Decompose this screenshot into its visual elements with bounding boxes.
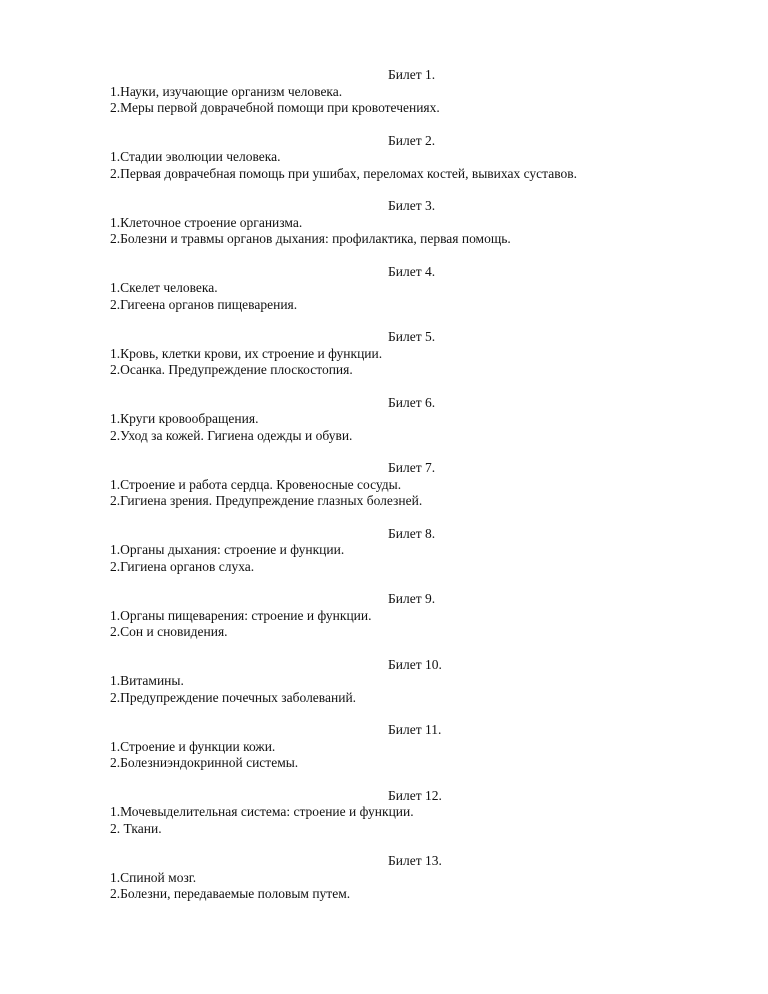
ticket-title: Билет 6. <box>388 394 436 410</box>
ticket-6 <box>110 395 710 445</box>
question-1: 1.Строение и функции кожи. <box>110 738 276 754</box>
question-2: 2.Меры первой доврачебной помощи при кровотечениях. <box>110 100 440 115</box>
question-2: 2.Болезниэндокринной системы. <box>110 755 299 770</box>
ticket-4 <box>110 264 710 314</box>
question-2: 2.Болезни и травмы органов дыхания: профилактика, первая помощь. <box>110 231 511 246</box>
question-2: 2.Сон и сновидения. <box>110 624 228 639</box>
question-1: 1.Скелет человека. <box>110 280 218 295</box>
question-2: 2.Гигиена органов слуха. <box>110 558 255 574</box>
question-1: 1.Спиной мозг. <box>110 869 197 885</box>
ticket-2 <box>110 133 710 183</box>
question-1: 1.Науки, изучающие организм человека. <box>110 83 343 99</box>
question-1: 1.Клеточное строение организма. <box>110 214 303 230</box>
question-1: 1.Кровь, клетки крови, их строение и функции. <box>110 345 383 361</box>
ticket-3 <box>110 198 710 248</box>
question-1: 1.Органы дыхания: строение и функции. <box>110 542 345 557</box>
ticket-title: Билет 9. <box>388 591 436 606</box>
question-2: 2.Первая доврачебная помощь при ушибах, переломах костей, вывихах суставов. <box>110 165 577 181</box>
ticket-title: Билет 13. <box>388 853 442 868</box>
ticket-title: Билет 8. <box>388 525 436 541</box>
ticket-title: Билет 7. <box>388 460 436 475</box>
ticket-7 <box>110 460 710 510</box>
ticket-9 <box>110 591 710 641</box>
question-1: 1.Круги кровообращения. <box>110 411 259 426</box>
question-1: 1.Стадии эволюции человека. <box>110 149 281 164</box>
ticket-11 <box>110 722 710 772</box>
ticket-10 <box>110 657 710 707</box>
ticket-title: Билет 12. <box>388 787 442 803</box>
ticket-5 <box>110 329 710 379</box>
question-2: 2.Гигеена органов пищеварения. <box>110 296 298 312</box>
ticket-13 <box>110 853 710 903</box>
question-2: 2.Осанка. Предупреждение плоскостопия. <box>110 362 353 377</box>
question-2: 2.Болезни, передаваемые половым путем. <box>110 886 351 901</box>
ticket-title: Билет 1. <box>388 67 436 82</box>
question-1: 1.Органы пищеварения: строение и функции. <box>110 607 372 623</box>
ticket-title: Билет 11. <box>388 722 442 737</box>
ticket-title: Билет 2. <box>388 132 436 148</box>
ticket-12 <box>110 788 710 838</box>
question-1: 1.Строение и работа сердца. Кровеносные сосуды. <box>110 476 402 492</box>
question-2: 2.Уход за кожей. Гигиена одежды и обуви. <box>110 427 353 443</box>
question-1: 1.Мочевыделительная система: строение и функции. <box>110 804 414 819</box>
question-2: 2. Ткани. <box>110 820 162 836</box>
ticket-8 <box>110 526 710 576</box>
question-2: 2.Предупреждение почечных заболеваний. <box>110 689 357 705</box>
ticket-1 <box>110 67 710 117</box>
ticket-title: Билет 4. <box>388 263 436 279</box>
ticket-title: Билет 10. <box>388 656 442 672</box>
ticket-title: Билет 3. <box>388 198 436 213</box>
question-2: 2.Гигиена зрения. Предупреждение глазных болезней. <box>110 493 423 508</box>
ticket-title: Билет 5. <box>388 329 436 344</box>
question-1: 1.Витамины. <box>110 673 184 688</box>
